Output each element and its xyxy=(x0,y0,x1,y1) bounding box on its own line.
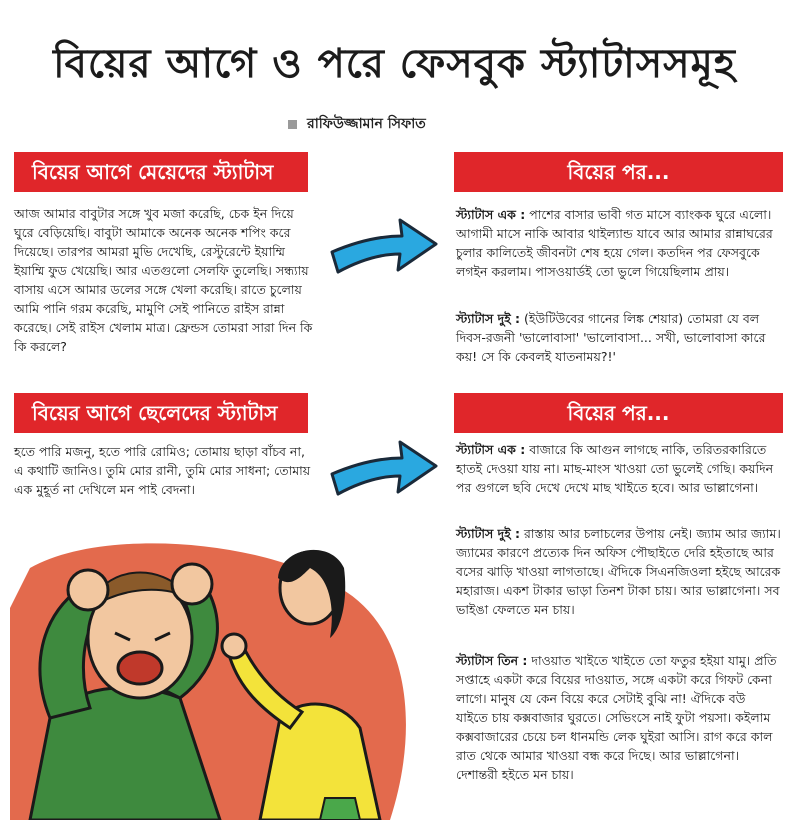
boys-after-status-3 xyxy=(456,651,781,784)
byline xyxy=(288,112,426,136)
boys-before-text: হতে পারি মজনু, হতে পারি রোমিও; তোমায় ছাড়া বাঁচব না, এ কথাটি জানিও। তুমি মোর রানী, তুমি মোর সাধনা; তোমায় এক মুহূর্ত না দেখিলে মন পাই বেদনা। xyxy=(14,444,311,497)
status-text: বাজারে কি আগুন লাগছে নাকি, তরিতরকারিতে হাতই দেওয়া যায় না। মাছ-মাংস খাওয়া তো ভুলেই গেছি। কয়দিন পর গুগলে ছবি দেখে দেখে মাছ খাইতে হবে। আর ভাল্লাগেনা। xyxy=(456,442,774,495)
arrow-right-icon xyxy=(330,210,440,280)
boys-after-status-1 xyxy=(456,440,781,497)
status-label: স্ট্যাটাস দুই : xyxy=(456,526,521,541)
girls-after-status-1 xyxy=(456,205,781,281)
byline-square-icon xyxy=(288,120,297,129)
status-text: রাস্তায় আর চলাচলের উপায় নেই। জ্যাম আর জ্যাম। জ্যামের কারণে প্রত্যেক দিন অফিস পৌছাইতে দেরি হইতাছে আর বসের ঝাড়ি খাওয়া লাগতাছে। ঐদিকে সিএনজিওলা হইছে আরেক মহারাজ। একশ টাকার ভাড়া তিনশ টাকা চায়। আর ভাল্লাগেনা। সব ভাইঙা ফেলতে মন চায়। xyxy=(456,526,781,617)
girls-before-heading: বিয়ের আগে মেয়েদের স্ট্যাটাস xyxy=(14,152,308,192)
status-label: স্ট্যাটাস তিন : xyxy=(456,653,528,668)
status-label: স্ট্যাটাস এক : xyxy=(456,207,526,222)
boys-after-status-2 xyxy=(456,524,781,619)
girls-before-text: আজ আমার বাবুটার সঙ্গে খুব মজা করেছি, চেক ইন দিয়ে ঘুরে বেড়িয়েছি। বাবুটা আমাকে অনেক অনেক শপিং করে দিয়েছে। তারপর আমরা মুভি দেখেছি, রেস্টুরেন্টে ইয়াম্মি ইয়াম্মি ফুড খেয়েছি। আর এতগুলো সেলফি তুলেছি। সন্ধ্যায় বাসায় এসে আমার ডলের সঙ্গে খেলা করেছি। রাতে চুলোয় আমি পানি গরম করেছি, মামুণি সেই পানিতে রাইস রান্না করেছে। সেই রাইস খেলাম মাত্র। ফ্রেন্ডস তোমরা সারা দিন কি কি করলে? xyxy=(14,206,313,354)
page-headline: বিয়ের আগে ও পরে ফেসবুক স্ট্যাটাসসমূহ xyxy=(53,40,736,87)
status-text: (ইউটিউবের গানের লিঙ্ক শেয়ার) তোমরা যে বল দিবস-রজনী 'ভালোবাসা' 'ভালোবাসা... সখী, ভালোবাসা কারে কয়! সে কি কেবলই যাতনাময়?!' xyxy=(456,311,766,364)
status-label: স্ট্যাটাস এক : xyxy=(456,442,526,457)
status-text: দাওয়াত খাইতে খাইতে তো ফতুর হইয়া যামু। প্রতি সপ্তাহে একটা করে বিয়ের দাওয়াত, সঙ্গে একটা করে গিফট কেনা লাগে। মানুষ যে কেন বিয়ে করে সেটাই বুঝি না! ঐদিকে বউ যাইতে চায় কক্সবাজার ঘুরতে। সেভিংসে নাই ফুটা পয়সা। কইলাম কক্সবাজারের চেয়ে চল ধানমন্ডি লেক ঘুইরা আসি। রাগ করে কাল রাত থেকে আমার খাওয়া বন্ধ করে দিছে। আর ভাল্লাগেনা। দেশান্তরী হইতে মন চায়। xyxy=(456,653,777,782)
girls-after-heading: বিয়ের পর... xyxy=(454,152,783,192)
status-text: পাশের বাসার ভাবী গত মাসে ব্যাংকক ঘুরে এলো। আগামী মাসে নাকি আবার থাইল্যান্ড যাবে আর আমার রান্নাঘরের চুলার কালিতেই জীবনটা শেষ হয়ে গেল। কতদিন পর ফেসবুকে লগইন করলাম। পাসওয়ার্ডই তো ভুলে গিয়েছিলাম প্রায়। xyxy=(456,207,773,279)
boys-after-heading: বিয়ের পর... xyxy=(454,393,783,433)
girls-after-status-2 xyxy=(456,309,781,366)
boys-before-heading: বিয়ের আগে ছেলেদের স্ট্যাটাস xyxy=(14,393,308,433)
arrow-right-icon xyxy=(330,432,440,502)
arguing-couple-illustration xyxy=(10,528,440,820)
author-name: রাফিউজ্জামান সিফাত xyxy=(307,116,426,132)
status-label: স্ট্যাটাস দুই : xyxy=(456,311,521,326)
